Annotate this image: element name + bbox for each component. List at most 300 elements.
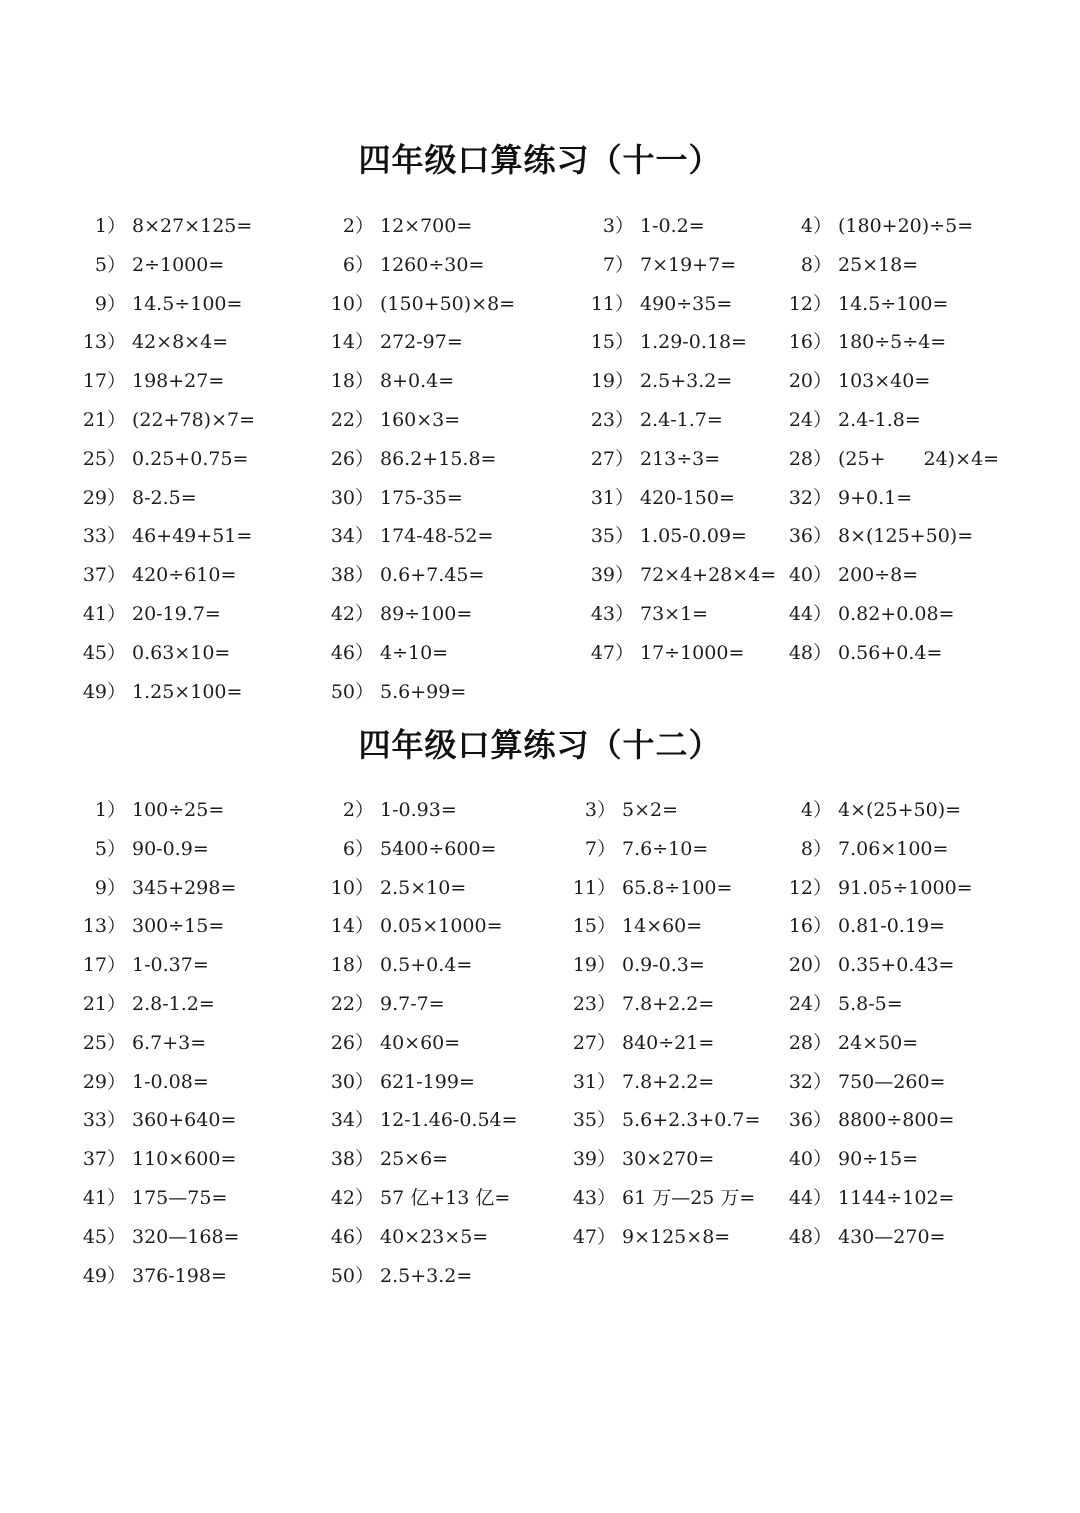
problem-expression: 272-97= [380,331,463,354]
problem-item [72,1264,227,1288]
problem-expression: 46+49+51= [132,525,253,548]
problem-number: 30） [330,1070,374,1093]
problem-expression: 86.2+15.8= [380,447,497,470]
problem-expression: 0.56+0.4= [838,641,943,664]
problem-expression: 8+0.4= [380,370,455,393]
problem-number: 50） [330,680,374,703]
problem-expression: 25×18= [838,253,919,276]
problem-expression: 180÷5÷4= [838,331,947,354]
problem-item [580,486,735,510]
problem-expression: 9+0.1= [838,486,913,509]
problem-item [320,1264,472,1288]
problem-item [580,641,744,665]
problem-item [320,602,472,626]
problem-expression: 175—75= [132,1187,228,1209]
problem-expression: 90÷15= [838,1148,919,1171]
problem-number: 30） [330,486,374,509]
problem-item [778,1031,918,1055]
problem-expression: 12×700= [380,215,473,237]
problem-item [778,292,948,316]
problem-number: 15） [572,915,616,938]
problem-expression: 5400÷600= [380,837,497,860]
problem-item [72,524,252,548]
problem-number: 32） [788,1070,832,1093]
problem-expression: 621-199= [380,1070,475,1093]
problem-item [72,641,230,665]
problem-item [778,837,948,861]
problem-number: 3） [602,215,634,237]
problem-expression: 65.8÷100= [622,876,733,899]
problem-expression: 5.6+99= [380,680,467,703]
problem-item [72,1225,239,1249]
problem-number: 35） [572,1109,616,1132]
problem-number: 33） [82,525,126,548]
problem-number: 18） [330,370,374,393]
problem-expression: 8×(125+50)= [838,525,974,548]
problem-number: 44） [788,1187,832,1209]
problem-item [320,876,466,900]
problem-expression: 12-1.46-0.54= [380,1109,518,1132]
problem-expression: 20-19.7= [132,603,221,625]
problem-item [320,1186,510,1210]
problem-number: 1） [94,215,126,237]
problem-expression: 200÷8= [838,564,919,587]
problem-number: 23） [590,409,634,431]
problem-item [72,1186,227,1210]
problem-item [778,641,942,665]
problem-number: 13） [82,331,126,354]
problem-number: 27） [572,1031,616,1054]
problem-number: 29） [82,1070,126,1093]
problem-item [562,953,705,977]
problem-expression: 0.5+0.4= [380,954,473,977]
problem-number: 19） [572,954,616,977]
problem-number: 17） [82,370,126,393]
problem-number: 42） [330,603,374,625]
worksheet-eleven [0,140,1080,703]
problem-item [562,1070,714,1094]
problem-expression: 30×270= [622,1148,715,1171]
problem-expression: 14.5÷100= [838,292,949,315]
problem-number: 20） [788,954,832,977]
problem-item [778,953,954,977]
problem-number: 33） [82,1109,126,1132]
problem-expression: 840÷21= [622,1031,715,1054]
problem-number: 1） [94,799,126,821]
problem-expression: 320—168= [132,1225,240,1248]
problem-number: 2） [342,799,374,821]
problem-item [562,1225,730,1249]
problem-expression: 0.05×1000= [380,915,503,938]
problem-number: 31） [590,486,634,509]
problem-item [778,486,912,510]
problem-item [778,1108,954,1132]
problem-item [72,876,236,900]
problem-item [320,330,463,354]
problem-number: 8） [800,837,832,860]
problem-expression: 5.8-5= [838,993,903,1015]
problem-item [72,369,224,393]
problem-item [72,953,209,977]
problem-expression: 490÷35= [640,292,733,315]
problem-number: 6） [342,253,374,276]
problem-expression: 1-0.93= [380,799,457,821]
problem-expression: 430—270= [838,1225,946,1248]
problem-expression: 8×27×125= [132,215,253,237]
problem-expression: 25×6= [380,1148,449,1171]
problem-item [580,214,705,238]
problem-number: 40） [788,1148,832,1171]
problem-item [562,1031,714,1055]
problem-item [778,214,973,238]
problem-item [778,1186,954,1210]
problem-item [72,447,248,471]
problem-expression: 0.63×10= [132,641,231,664]
problem-expression: 0.25+0.75= [132,447,249,470]
problem-number: 35） [590,525,634,548]
problem-expression: 2.4-1.7= [640,409,723,431]
problem-item [778,1225,945,1249]
problem-expression: 0.6+7.45= [380,564,485,587]
problem-item [72,798,224,822]
problem-item [778,914,945,938]
problem-expression: 9×125×8= [622,1225,731,1248]
problem-expression: 345+298= [132,876,237,899]
problem-expression: 420-150= [640,486,735,509]
problem-number: 11） [590,292,634,315]
problem-item [320,992,445,1016]
problem-item [778,992,903,1016]
problem-number: 45） [82,1225,126,1248]
problem-item [580,408,723,432]
problem-number: 27） [590,447,634,470]
problem-expression: 91.05÷1000= [838,876,973,899]
problem-item [72,1108,236,1132]
problem-number: 49） [82,1264,126,1287]
problem-number: 29） [82,486,126,509]
problem-expression: 0.81-0.19= [838,915,945,938]
problem-expression: 1-0.37= [132,954,209,977]
problem-item [562,837,708,861]
problem-item [320,953,472,977]
problem-item [72,1147,236,1171]
problem-expression: 2.5+3.2= [380,1264,473,1287]
problem-number: 34） [330,1109,374,1132]
problem-expression: 0.82+0.08= [838,603,955,625]
problem-expression: 8-2.5= [132,486,197,509]
problem-expression: 1-0.2= [640,215,705,237]
problem-expression: 175-35= [380,486,463,509]
problem-number: 42） [330,1187,374,1209]
problem-expression: 40×60= [380,1031,461,1054]
problem-item [778,447,999,471]
problem-number: 41） [82,603,126,625]
problem-item [72,1070,209,1094]
problem-expression: 0.9-0.3= [622,954,705,977]
problem-item [778,1147,918,1171]
problem-expression: 1260÷30= [380,253,485,276]
problem-number: 17） [82,954,126,977]
problem-item [562,876,732,900]
problem-expression: 376-198= [132,1264,227,1287]
problem-number: 12） [788,292,832,315]
problem-item [72,992,215,1016]
problem-expression: 5×2= [622,799,679,821]
problem-number: 47） [590,641,634,664]
problem-item [72,408,255,432]
problem-number: 7） [602,253,634,276]
problem-expression: 7.06×100= [838,837,949,860]
problem-item [580,602,708,626]
problem-expression: 7.6÷10= [622,837,709,860]
problem-number: 24） [788,993,832,1015]
problem-expression: 73×1= [640,603,709,625]
problem-item [320,680,466,704]
problem-expression: 1144÷102= [838,1187,955,1209]
problem-number: 26） [330,1031,374,1054]
problem-item [72,914,224,938]
problem-number: 15） [590,331,634,354]
problem-item [320,214,472,238]
problem-item [320,1225,488,1249]
problem-item [580,563,776,587]
problem-expression: 2.5×10= [380,876,467,899]
problem-number: 4） [800,215,832,237]
problem-expression: 0.35+0.43= [838,954,955,977]
problem-expression: 1.25×100= [132,680,243,703]
problem-number: 40） [788,564,832,587]
problem-number: 20） [788,370,832,393]
problem-item [72,1031,206,1055]
problem-number: 18） [330,954,374,977]
problem-item [580,447,720,471]
problem-expression: 7×19+7= [640,253,737,276]
problem-expression: 2.5+3.2= [640,370,733,393]
problem-expression: 174-48-52= [380,525,494,548]
problem-number: 28） [788,447,832,470]
problem-expression: (180+20)÷5= [838,215,974,237]
problem-expression: 213÷3= [640,447,721,470]
problem-number: 45） [82,641,126,664]
problem-expression: 61 万—25 万= [622,1187,756,1209]
problem-item [580,253,736,277]
problem-expression: 360+640= [132,1109,237,1132]
problem-expression: 198+27= [132,370,225,393]
problem-number: 21） [82,409,126,431]
problem-number: 2） [342,215,374,237]
problem-number: 4） [800,799,832,821]
problem-number: 44） [788,603,832,625]
problem-number: 3） [584,799,616,821]
problem-number: 14） [330,331,374,354]
problem-item [778,876,973,900]
problem-item [778,602,954,626]
problem-item [72,837,209,861]
problem-item [562,1108,760,1132]
problem-expression: 1.29-0.18= [640,331,747,354]
problem-expression: 40×23×5= [380,1225,489,1248]
problem-expression: 300÷15= [132,915,225,938]
problem-number: 21） [82,993,126,1015]
worksheet-twelve [0,725,1080,1285]
problem-expression: 14×60= [622,915,703,938]
problem-number: 7） [584,837,616,860]
problem-number: 47） [572,1225,616,1248]
problem-number: 22） [330,993,374,1015]
problem-expression: 100÷25= [132,799,225,821]
problem-number: 11） [572,876,616,899]
problem-item [778,408,921,432]
problem-number: 24） [788,409,832,431]
problem-item [778,563,918,587]
problem-expression: 89÷100= [380,603,473,625]
problem-expression: 42×8×4= [132,331,229,354]
problem-expression: (150+50)×8= [380,292,516,315]
problem-expression: 57 亿+13 亿= [380,1187,511,1209]
problem-item [320,447,496,471]
problem-expression: 750—260= [838,1070,946,1093]
problem-item [778,330,946,354]
problem-expression: 103×40= [838,370,931,393]
problem-item [562,914,702,938]
problem-expression: 24×50= [838,1031,919,1054]
problem-expression: 8800÷800= [838,1109,955,1132]
problem-number: 49） [82,680,126,703]
problem-expression: 420÷610= [132,564,237,587]
problem-number: 14） [330,915,374,938]
problem-item [320,1108,518,1132]
problem-item [320,563,484,587]
problem-number: 46） [330,641,374,664]
problem-number: 28） [788,1031,832,1054]
problem-item [562,1147,714,1171]
problem-item [562,992,714,1016]
problem-item [580,330,747,354]
problem-item [320,1031,460,1055]
problem-number: 31） [572,1070,616,1093]
problem-number: 10） [330,292,374,315]
problem-expression: 2.4-1.8= [838,409,921,431]
problem-number: 46） [330,1225,374,1248]
problem-number: 22） [330,409,374,431]
problem-expression: 90-0.9= [132,837,209,860]
problem-item [580,292,732,316]
worksheet-title: 四年级口算练习（十一） [358,141,722,179]
problem-number: 25） [82,1031,126,1054]
problem-item [320,837,496,861]
problem-number: 23） [572,993,616,1015]
problem-number: 37） [82,1148,126,1171]
problem-item [778,1070,945,1094]
problem-item [580,524,747,548]
problem-expression: 110×600= [132,1148,237,1171]
problem-item [72,486,197,510]
problem-number: 9） [94,876,126,899]
problem-item [320,524,493,548]
problem-number: 16） [788,331,832,354]
problem-number: 10） [330,876,374,899]
problem-number: 16） [788,915,832,938]
problem-item [562,798,678,822]
problem-expression: 7.8+2.2= [622,993,715,1015]
problem-item [72,330,228,354]
problem-item [778,253,918,277]
problem-expression: (25+ 24)×4= [838,447,1000,470]
problem-item [320,1147,448,1171]
problem-number: 26） [330,447,374,470]
problem-number: 36） [788,1109,832,1132]
problem-expression: 1-0.08= [132,1070,209,1093]
problem-expression: 2÷1000= [132,253,225,276]
problem-number: 38） [330,1148,374,1171]
problem-number: 38） [330,564,374,587]
problem-item [72,253,224,277]
problem-expression: 4÷10= [380,641,449,664]
problem-number: 25） [82,447,126,470]
problem-item [72,563,236,587]
problem-item [72,292,242,316]
problem-number: 19） [590,370,634,393]
problem-number: 9） [94,292,126,315]
problem-number: 41） [82,1187,126,1209]
problem-item [320,1070,475,1094]
problem-item [72,214,252,238]
problem-expression: 2.8-1.2= [132,993,215,1015]
problem-number: 12） [788,876,832,899]
problem-item [320,253,484,277]
problem-item [72,602,221,626]
problem-item [562,1186,755,1210]
problem-item [320,798,457,822]
problem-expression: 17÷1000= [640,641,745,664]
problem-item [320,292,515,316]
worksheet-title: 四年级口算练习（十二） [358,726,722,764]
problem-item [580,369,732,393]
problem-number: 8） [800,253,832,276]
problem-number: 48） [788,641,832,664]
problem-number: 6） [342,837,374,860]
problem-number: 5） [94,837,126,860]
problem-expression: 4×(25+50)= [838,799,962,821]
problem-item [778,524,973,548]
problem-number: 39） [590,564,634,587]
problem-item [320,369,454,393]
problem-number: 32） [788,486,832,509]
problem-number: 43） [572,1187,616,1209]
problem-number: 36） [788,525,832,548]
problem-item [320,641,448,665]
problem-item [778,798,961,822]
problem-expression: 5.6+2.3+0.7= [622,1109,761,1132]
problem-expression: 72×4+28×4= [640,564,777,587]
problem-expression: 14.5÷100= [132,292,243,315]
problem-number: 50） [330,1264,374,1287]
problem-item [320,486,463,510]
problem-expression: 7.8+2.2= [622,1070,715,1093]
problem-number: 34） [330,525,374,548]
problem-number: 39） [572,1148,616,1171]
problem-number: 37） [82,564,126,587]
problem-item [72,680,242,704]
problem-expression: (22+78)×7= [132,409,256,431]
problem-number: 48） [788,1225,832,1248]
problem-number: 13） [82,915,126,938]
problem-expression: 160×3= [380,409,461,431]
problem-expression: 6.7+3= [132,1031,207,1054]
problem-number: 43） [590,603,634,625]
problem-item [320,408,460,432]
problem-item [320,914,503,938]
